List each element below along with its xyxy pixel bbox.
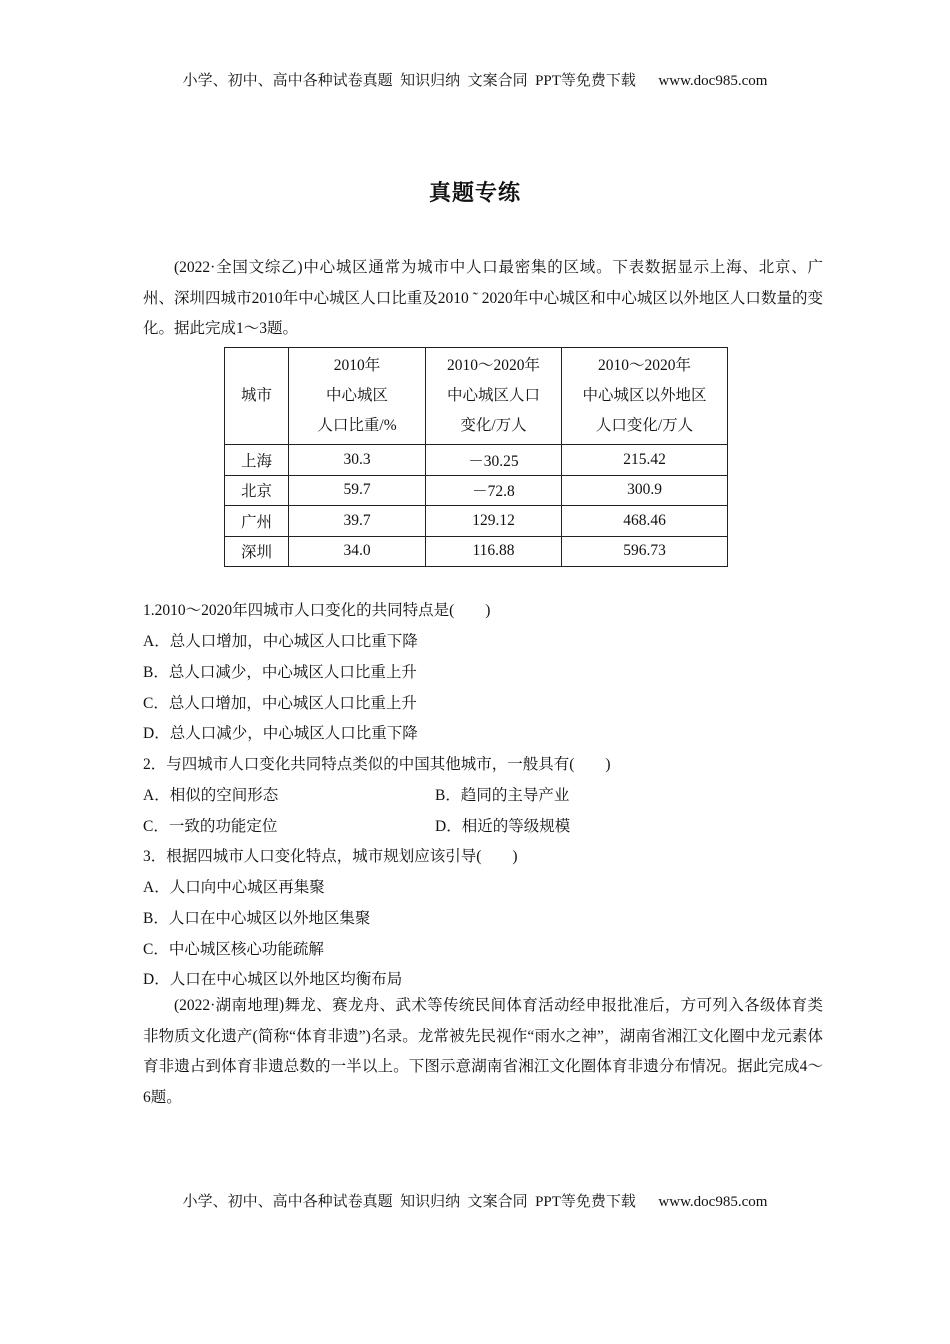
cell: 30.3 [289, 445, 426, 476]
col-header-share: 2010年 中心城区 人口比重/% [289, 348, 426, 445]
question-1-option-d: D．总人口减少，中心城区人口比重下降 [143, 725, 418, 742]
question-2-stem: 2．与四城市人口变化共同特点类似的中国其他城市，一般具有( ) [143, 756, 611, 773]
question-2-option-d: D．相近的等级规模 [435, 818, 571, 835]
question-1-option-a: A．总人口增加，中心城区人口比重下降 [143, 633, 418, 650]
cell: 深圳 [225, 536, 289, 567]
population-table [224, 347, 728, 567]
question-1-option-b: B．总人口减少，中心城区人口比重上升 [143, 664, 417, 681]
page-title: 真题专练 [428, 180, 521, 205]
cell: －30.25 [426, 445, 562, 476]
question-1-stem: 1.2010～2020年四城市人口变化的共同特点是( ) [143, 602, 491, 619]
passage-2: (2022·湖南地理)舞龙、赛龙舟、武术等传统民间体育活动经申报批准后，方可列入各级体育类非物质文化遗产(简称“体育非遗”)名录。龙常被先民视作“雨水之神”，湖南省湘江文化圈中龙元素体育非遗占到体育非遗总数的一半以上。下图示意湖南省湘江文化圈体育非遗分布情况。据此完成4～6题。 [143, 997, 823, 1106]
cell: 468.46 [562, 506, 728, 537]
table-row [225, 475, 728, 506]
question-3-option-c: C．中心城区核心功能疏解 [143, 941, 324, 958]
cell: 215.42 [562, 445, 728, 476]
cell: 39.7 [289, 506, 426, 537]
cell: 596.73 [562, 536, 728, 567]
col-header-center-change: 2010～2020年 中心城区人口 变化/万人 [426, 348, 562, 445]
cell: 300.9 [562, 475, 728, 506]
cell: －72.8 [426, 475, 562, 506]
cell: 129.12 [426, 506, 562, 537]
table-row [225, 536, 728, 567]
passage-1: (2022·全国文综乙)中心城区通常为城市中人口最密集的区域。下表数据显示上海、北京、广州、深圳四城市2010年中心城区人口比重及2010 ˜ 2020年中心城区和中心城区以外地区人口数量的变化。据此完成1～3题。 [143, 259, 823, 337]
cell: 广州 [225, 506, 289, 537]
question-2-option-c: C．一致的功能定位 [143, 818, 278, 835]
question-2-option-a: A．相似的空间形态 [143, 787, 279, 804]
col-header-outer-change: 2010～2020年 中心城区以外地区 人口变化/万人 [562, 348, 728, 445]
question-2-option-b: B．趋同的主导产业 [435, 787, 570, 804]
table-row [225, 506, 728, 537]
page-footer: 小学、初中、高中各种试卷真题 知识归纳 文案合同 PPT等免费下载 www.doc985.com [182, 1194, 768, 1210]
cell: 116.88 [426, 536, 562, 567]
cell: 59.7 [289, 475, 426, 506]
cell: 34.0 [289, 536, 426, 567]
cell: 北京 [225, 475, 289, 506]
table-header-row [225, 348, 728, 445]
page-header: 小学、初中、高中各种试卷真题 知识归纳 文案合同 PPT等免费下载 www.doc985.com [182, 73, 768, 89]
question-3-option-a: A．人口向中心城区再集聚 [143, 879, 325, 896]
question-1-option-c: C．总人口增加，中心城区人口比重上升 [143, 695, 417, 712]
question-3-option-b: B．人口在中心城区以外地区集聚 [143, 910, 371, 927]
question-3-option-d: D．人口在中心城区以外地区均衡布局 [143, 971, 403, 988]
table-row [225, 445, 728, 476]
cell: 上海 [225, 445, 289, 476]
col-header-city: 城市 [225, 348, 289, 445]
question-3-stem: 3．根据四城市人口变化特点，城市规划应该引导( ) [143, 848, 518, 865]
